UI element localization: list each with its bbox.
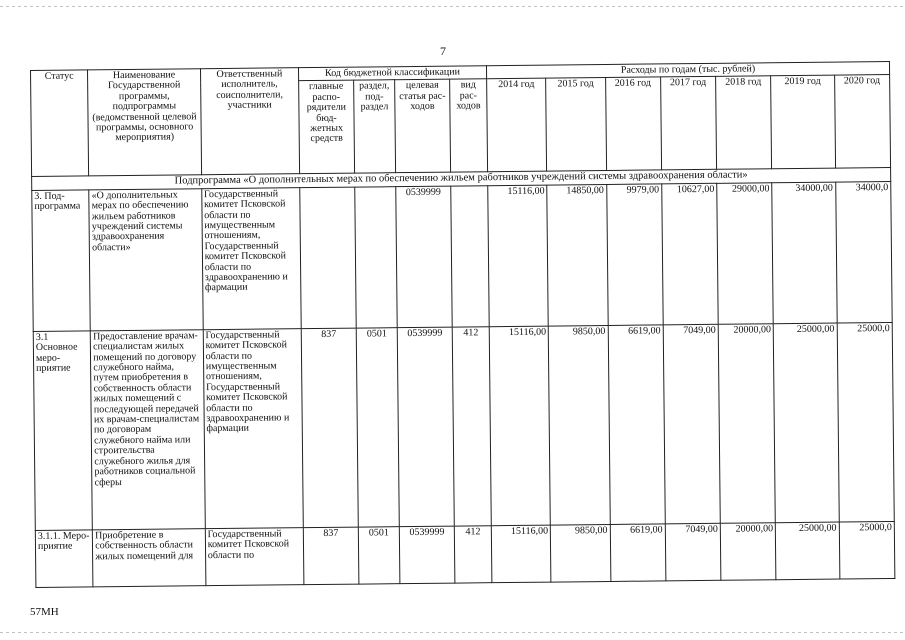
row-value-2015: 9850,00: [551, 524, 611, 582]
header-year-2019: 2019 год: [771, 75, 835, 169]
row-kind: [451, 186, 489, 327]
row-value-2017: 7049,00: [665, 523, 721, 581]
footer-code: 57МН: [30, 606, 59, 618]
row-grbs: 837: [301, 328, 358, 528]
row-responsible: Государственный комитет Псковской области по имущественным отношениям, Государственный комитет Псковской области по здравоохранению и фармации: [203, 328, 303, 528]
header-budget-code: Код бюджетной классификации: [298, 66, 486, 81]
table-row: [35, 521, 895, 587]
row-value-2020: 34000,0: [835, 181, 892, 323]
row-value-2016: 6619,00: [608, 325, 665, 525]
header-year-2017: 2017 год: [660, 77, 716, 171]
row-value-2014: 15116,00: [491, 525, 551, 583]
table-row: [32, 181, 892, 331]
header-year-2015: 2015 год: [546, 78, 606, 172]
row-kind: 412: [452, 327, 491, 526]
row-name: «О дополнительных мерах по обеспечению жильем работников учреждений системы здравоохранения области»: [89, 189, 203, 331]
header-kind: вид рас-ходов: [450, 79, 488, 172]
header-year-2016: 2016 год: [605, 77, 661, 171]
row-status: 3. Под-программа: [32, 190, 91, 332]
row-value-2016: 6619,00: [610, 524, 666, 582]
row-section: 0501: [356, 327, 399, 526]
row-value-2014: 15116,00: [489, 326, 550, 526]
row-name: Приобретение в собственность области жилых помещений для: [93, 529, 206, 587]
row-responsible: Государственный комитет Псковской области по: [205, 527, 304, 585]
row-value-2015: 9850,00: [549, 325, 610, 525]
row-value-2018: 29000,00: [717, 183, 774, 325]
row-kind: 412: [454, 526, 491, 583]
row-section: [355, 186, 397, 327]
row-value-2020: 25000,0: [837, 322, 894, 522]
header-expenses: Расходы по годам (тыс. рублей): [486, 61, 889, 79]
scan-bottom-edge: [0, 632, 905, 633]
subprogram-title: Подпрограмма «О дополнительных мерах по обеспечению жильем работников учреждений системы здравоохранения области»: [32, 168, 891, 190]
table-row: [33, 322, 894, 530]
header-target: целевая статья рас-ходов: [395, 80, 451, 174]
page-number: 7: [440, 44, 446, 58]
row-value-2014: 15116,00: [488, 185, 549, 327]
row-status: 3.1.1. Меро-приятие: [35, 530, 93, 588]
header-status: Статус: [31, 70, 89, 177]
scan-top-edge: [0, 6, 905, 7]
row-responsible: Государственный комитет Псковской области по имущественным отношениям, Государственный комитет Псковской области по здравоохранению и фармации: [201, 187, 301, 329]
budget-table: [30, 61, 895, 588]
row-value-2016: 9979,00: [606, 184, 663, 326]
row-value-2019: 25000,00: [773, 323, 838, 523]
row-target: 0539999: [396, 186, 453, 328]
row-grbs: [300, 187, 357, 329]
row-value-2018: 20000,00: [720, 523, 776, 581]
row-value-2020: 25000,0: [839, 521, 895, 579]
row-value-2018: 20000,00: [718, 324, 775, 524]
header-year-2020: 2020 год: [834, 75, 890, 169]
row-section: 0501: [358, 526, 399, 583]
row-grbs: 837: [303, 527, 359, 585]
row-status: 3.1 Основное меро-приятие: [33, 331, 92, 531]
header-year-2014: 2014 год: [487, 79, 547, 173]
header-name: Наименование Государственной программы, подпрограммы (ведомственной целевой программы, основного мероприятия): [88, 69, 202, 177]
row-target: 0539999: [399, 526, 455, 584]
row-value-2017: 7049,00: [663, 324, 720, 524]
header-year-2018: 2018 год: [716, 76, 772, 170]
header-section: раздел, под-раздел: [354, 80, 396, 173]
row-value-2015: 14850,00: [547, 184, 608, 326]
row-value-2017: 10627,00: [662, 183, 719, 325]
header-responsible: Ответственный исполнитель, соисполнители, участники: [200, 68, 299, 175]
row-value-2019: 25000,00: [775, 522, 839, 580]
row-target: 0539999: [397, 327, 454, 527]
header-grbs: главные распо-рядители бюд-жетных средств: [299, 81, 355, 175]
row-name: Предоставление врачам-специалистам жилых помещений по договору служебного найма, путем приобретения в собственность области жилых помещений с последующей передачей их врачам-специалистам по договорам служебного найма или строительства служебного жилья для работников социальной сферы: [90, 330, 205, 530]
row-value-2019: 34000,00: [772, 182, 837, 324]
